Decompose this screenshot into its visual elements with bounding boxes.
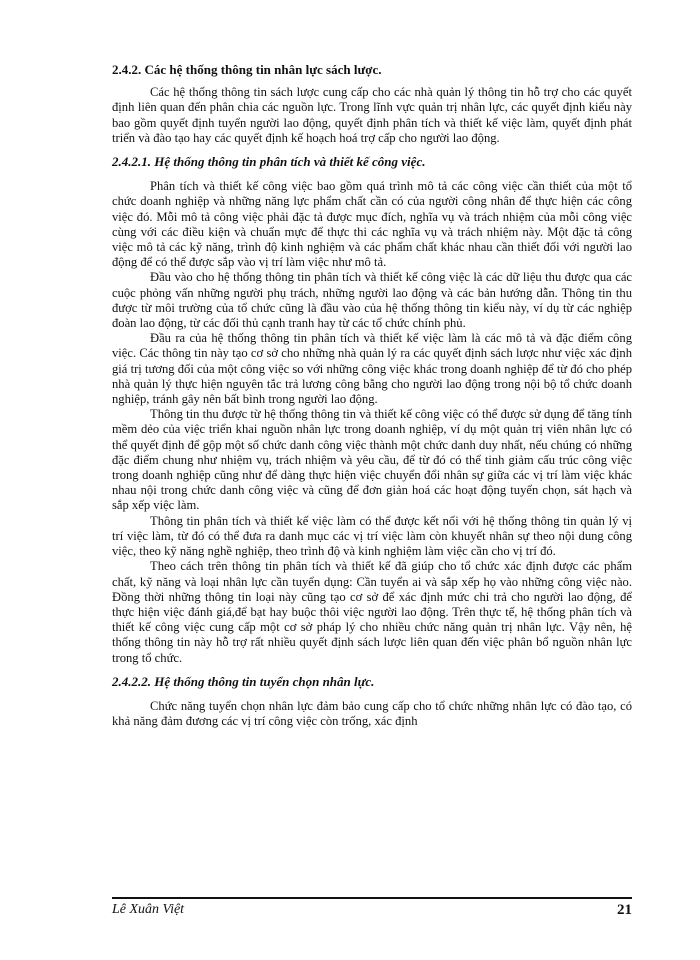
section-heading: 2.4.2. Các hệ thống thông tin nhân lực sách lược. [112,62,382,77]
paragraph: Phân tích và thiết kế công việc bao gồm quá trình mô tả các công việc cần thiết của một tổ chức doanh nghiệp và những năng lực phẩm chất cần có của người công nhân để thực hiện các công việc đó. Mỗi mô tả công việc phải đặc tả được mục đích, nghĩa vụ và trách nhiệm của mỗi công việc cùng với các điều kiện và chuẩn mực để thực thi các nghĩa vụ và trách nhiệm này. Một đặc tả công việc mô tả các kỹ năng, trình độ kinh nghiệm và các phẩm chất khác nhau cần thiết đối với người lao động để có thể được sắp vào vị trí làm việc như mô tả. [112,179,632,270]
page-number: 21 [617,902,632,918]
section-intro-paragraph: Các hệ thống thông tin sách lược cung cấp cho các nhà quản lý thông tin hỗ trợ cho các quyết định liên quan đến phân chia các nguồn lực. Trong lĩnh vực quản trị nhân lực, các quyết định kiểu này bao gồm quyết định tuyển người lao động, quyết định phân tích và thiết kế việc làm, quyết định phát triển và đào tạo hay các quyết định kế hoạch hoá trợ cấp cho người lao động. [112,85,632,145]
subsection-heading-job-analysis: 2.4.2.1. Hệ thống thông tin phân tích và thiết kế công việc. [112,154,426,170]
paragraph: Đầu ra của hệ thống thông tin phân tích và thiết kế việc làm là các mô tả và đặc điểm công việc. Các thông tin này tạo cơ sở cho những nhà quản lý ra các quyết định sách lược như việc xác định giá trị tương đối của một công việc so với những công việc khác trong doanh nghiệp để từ đó cho phép nhà quản lý thực hiện nguyên tắc trả lương công bằng cho người lao động trong nội bộ tổ chức doanh nghiệp, tránh gây nên bất bình trong người lao động. [112,331,632,407]
paragraph: Thông tin phân tích và thiết kế việc làm có thể được kết nối với hệ thống thông tin quản lý vị trí việc làm, từ đó có thể đưa ra danh mục các vị trí việc làm còn khuyết nhân sự theo nội dung công việc, theo kỹ năng nghề nghiệp, theo trình độ và kinh nghiệm làm việc cần cho vị trí đó. [112,513,632,559]
subsection-heading-recruitment: 2.4.2.2. Hệ thống thông tin tuyển chọn nhân lực. [112,673,375,689]
page-footer [112,902,632,919]
paragraph: Chức năng tuyển chọn nhân lực đảm bảo cung cấp cho tổ chức những nhân lực có đào tạo, có khả năng đảm đương các vị trí công việc còn trống, xác định [112,698,632,729]
paragraph: Thông tin thu được từ hệ thống thông tin và thiết kế công việc có thể được sử dụng để tăng tính mềm dẻo của việc triển khai nguồn nhân lực trong doanh nghiệp, ví dụ một quản trị viên nhân lực có thể quyết định để gộp một số chức danh công việc thành một chức danh duy nhất, nếu chúng có những đặc điểm chung như nhiệm vụ, trách nhiệm và yêu cầu, để từ đó có thể tinh giảm cấu trúc công việc trong doanh nghiệp cũng như để dàng thực hiện việc chuyển đổi nhân sự giữa các vị trí làm việc khác nhau nội trong chức danh công việc và cũng để đơn giản hoá các hoạt động tuyển chọn, sát hạch và sắp xếp việc làm. [112,407,632,513]
footer-author: Lê Xuân Việt [112,902,185,917]
page-content [112,62,632,729]
paragraph: Đầu vào cho hệ thống thông tin phân tích và thiết kế công việc là các dữ liệu thu được qua các cuộc phỏng vấn những người phụ trách, những người lao động và các bản hướng dẫn. Thông tin thu được từ môi trường của tổ chức cũng là đầu vào của hệ thống thông tin kiểu này, ví dụ từ các nghiệp đoàn lao động, từ các đối thủ cạnh tranh hay từ các tổ chức chính phủ. [112,270,632,331]
footer-divider [112,897,632,899]
paragraph: Theo cách trên thông tin phân tích và thiết kế đã giúp cho tổ chức xác định được các phẩm chất, kỹ năng và loại nhân lực cần tuyển dụng: Cần tuyển ai và sắp xếp họ vào những công việc nào. Đồng thời những thông tin loại này cũng tạo cơ sở để xác định mức chi trả cho người lao động, để thực hiện việc đánh giá,để bạt hay buộc thôi việc người lao động. Trên thực tế, hệ thống phân tích và thiết kế công việc cung cấp một cơ sở pháp lý cho nhiều chức năng quản trị nhân lực. Vậy nên, hệ thống thông tin này hỗ trợ rất nhiều quyết định sách lược liên quan đến việc phân bổ nguồn nhân lực trong tổ chức. [112,559,632,665]
